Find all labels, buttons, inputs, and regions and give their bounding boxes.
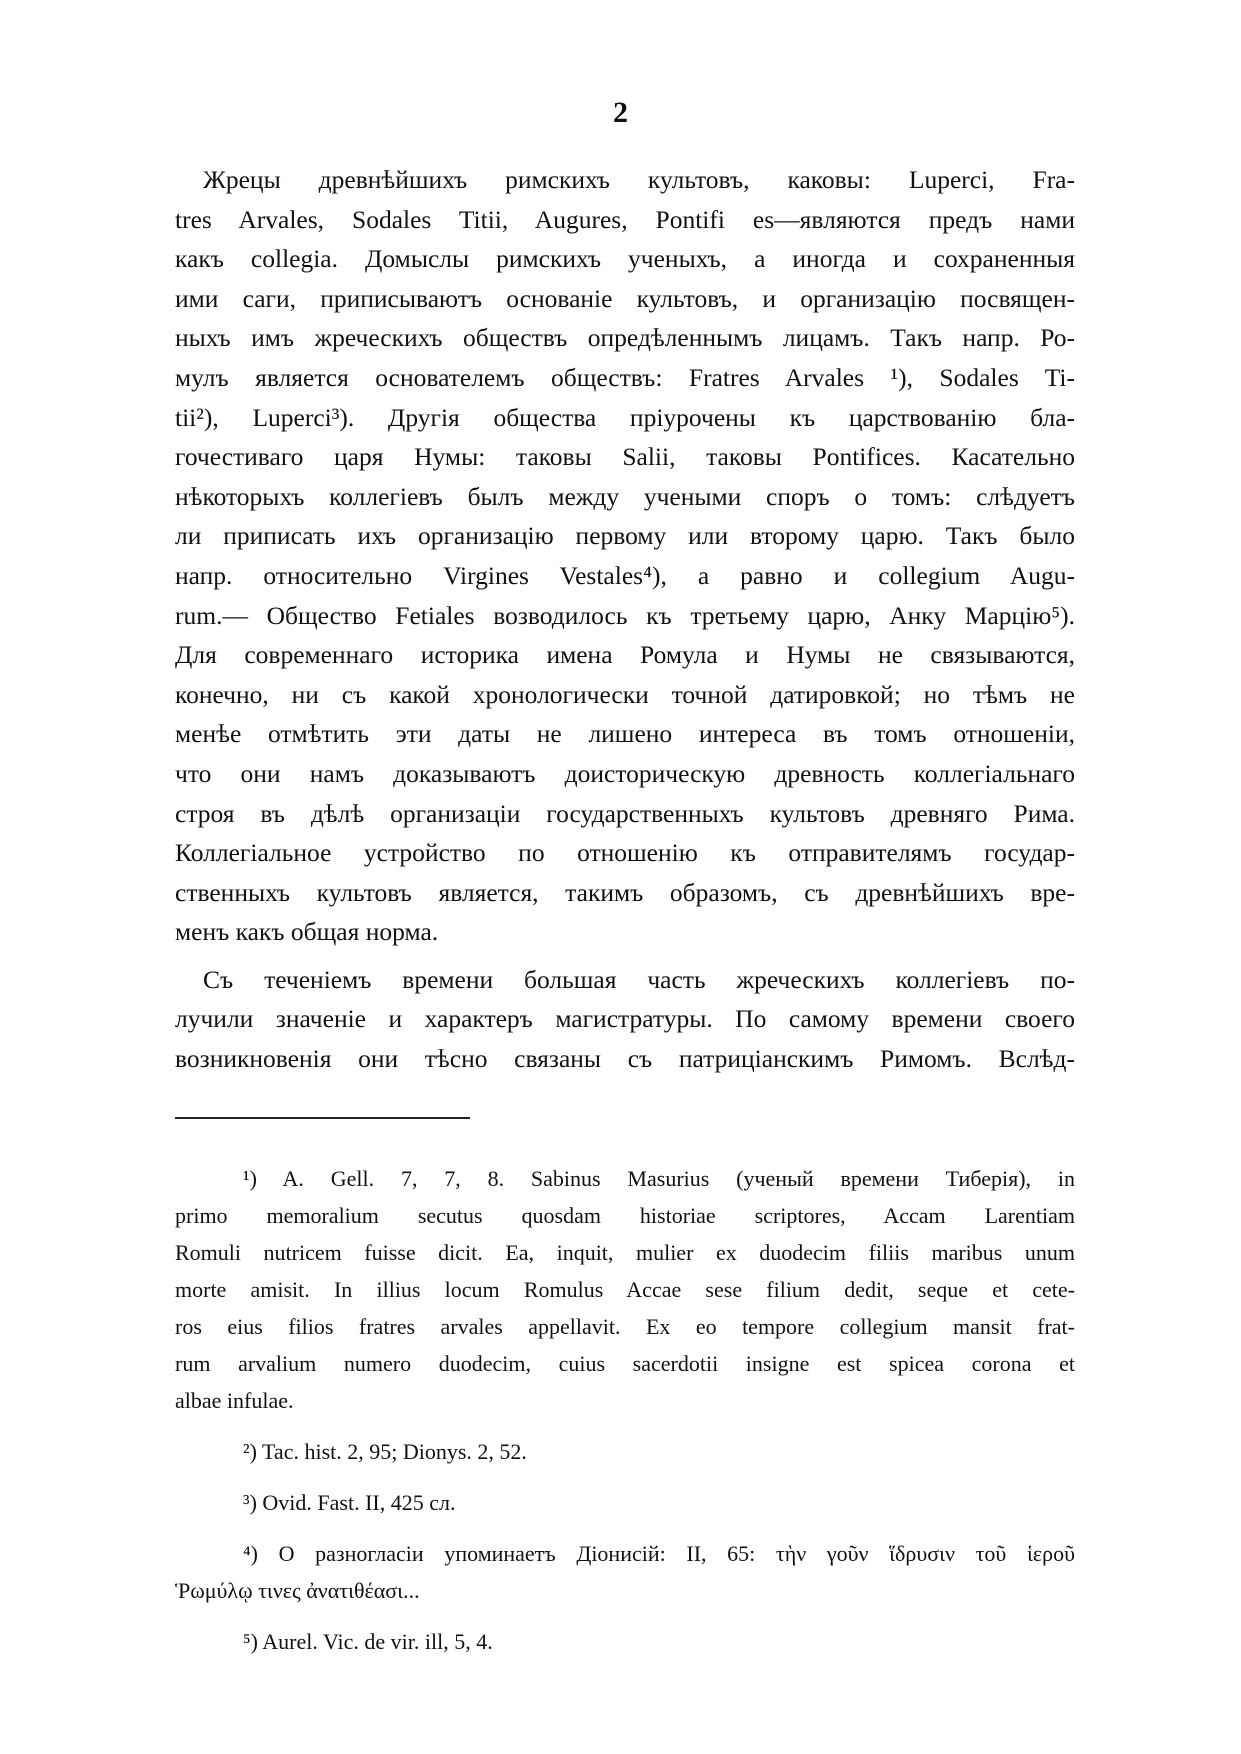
- text-line: ственныхъ культовъ является, такимъ образомъ, съ древнѣйшихъ вре-: [175, 877, 1075, 907]
- footnote-line: morte amisit. In illius locum Romulus Accae sese filium dedit, seque et cete-: [175, 1277, 1075, 1302]
- text-line: Съ теченіемъ времени большая часть жреческихъ коллегіевъ по-: [203, 964, 1075, 994]
- footnote-line: primo memoralium secutus quosdam historiae scriptores, Accam Larentiam: [175, 1203, 1075, 1228]
- text-line: строя въ дѣлѣ организаціи государственныхъ культовъ древняго Рима.: [175, 798, 1075, 828]
- text-line: возникновенія они тѣсно связаны съ патриціанскимъ Римомъ. Вслѣд-: [175, 1044, 1075, 1074]
- footnote-1: [175, 1160, 1075, 1419]
- text-line: какъ collegia. Домыслы римскихъ ученыхъ, а иногда и сохраненныя: [175, 244, 1075, 274]
- text-line: tii²), Luperci³). Другія общества пріурочены къ царствованію бла-: [175, 402, 1075, 432]
- footnote-line: ros eius filios fratres arvales appellavit. Ex eo tempore collegium mansit frat-: [175, 1314, 1075, 1339]
- text-line: ли приписать ихъ организацію первому или второму царю. Такъ было: [175, 521, 1075, 551]
- text-line: менѣе отмѣтить эти даты не лишено интереса въ томъ отношеніи,: [175, 719, 1075, 749]
- text-line: Жрецы древнѣйшихъ римскихъ культовъ, каковы: Luperci, Fra-: [203, 165, 1075, 194]
- footnote-line: Romuli nutricem fuisse dicit. Ea, inquit, mulier ex duodecim filiis maribus unum: [175, 1240, 1075, 1265]
- text-line: rum.— Общество Fetiales возводилось къ третьему царю, Анку Марцію⁵).: [175, 600, 1075, 630]
- text-line: tres Arvales, Sodales Titii, Augures, Pontifi es—являются предъ нами: [175, 204, 1075, 234]
- footnotes: [175, 1160, 1075, 1660]
- page-number: 2: [613, 96, 628, 129]
- text-line: напр. относительно Virgines Vestales⁴), а равно и collegium Augu-: [175, 560, 1075, 590]
- footnote-line: Ῥωμύλῳ τινες ἀνατιθέασι...: [175, 1578, 420, 1603]
- text-line: конечно, ни съ какой хронологически точной датировкой; но тѣмъ не: [175, 679, 1075, 709]
- footnote-line: rum arvalium numero duodecim, cuius sacerdotii insigne est spicea corona et: [175, 1351, 1075, 1376]
- footnote-3: ³) Ovid. Fast. II, 425 сл.: [243, 1490, 456, 1515]
- text-line: что они намъ доказываютъ доисторическую древность коллегіальнаго: [175, 758, 1075, 788]
- footnote-2: ²) Tac. hist. 2, 95; Dionys. 2, 52.: [243, 1439, 527, 1464]
- main-text: [175, 160, 1075, 1079]
- text-line: ими саги, приписываютъ основаніе культовъ, и организацію посвящен-: [175, 283, 1075, 313]
- text-line: нѣкоторыхъ коллегіевъ былъ между учеными споръ о томъ: слѣдуетъ: [175, 481, 1075, 511]
- footnote-divider: [175, 1117, 470, 1119]
- paragraph-1: [175, 160, 1075, 952]
- text-line: лучили значеніе и характеръ магистратуры. По самому времени своего: [175, 1004, 1075, 1034]
- paragraph-2: [175, 960, 1075, 1079]
- text-line: ныхъ имъ жреческихъ обществъ опредѣленнымъ лицамъ. Такъ напр. Ро-: [175, 323, 1075, 353]
- footnote-line: ¹) A. Gell. 7, 7, 8. Sabinus Masurius (ученый времени Тиберія), in: [243, 1166, 1075, 1191]
- text-line: менъ какъ общая норма.: [175, 917, 439, 947]
- footnote-5: ⁵) Aurel. Vic. de vir. ill, 5, 4.: [243, 1629, 493, 1654]
- text-line: мулъ является основателемъ обществъ: Fratres Arvales ¹), Sodales Ti-: [175, 362, 1075, 392]
- text-line: гочестиваго царя Нумы: таковы Salii, таковы Pontifices. Касательно: [175, 442, 1075, 472]
- text-line: Коллегіальное устройство по отношенію къ отправителямъ государ-: [175, 838, 1075, 868]
- footnote-line: albae infulae.: [175, 1388, 294, 1413]
- footnote-4: [175, 1535, 1075, 1609]
- footnote-line: ⁴) О разногласіи упоминаетъ Діонисій: II, 65: τὴν γοῦν ἵδρυσιν τοῦ ἱεροῦ: [243, 1541, 1075, 1566]
- text-line: Для современнаго историка имена Ромула и Нумы не связываются,: [175, 640, 1075, 670]
